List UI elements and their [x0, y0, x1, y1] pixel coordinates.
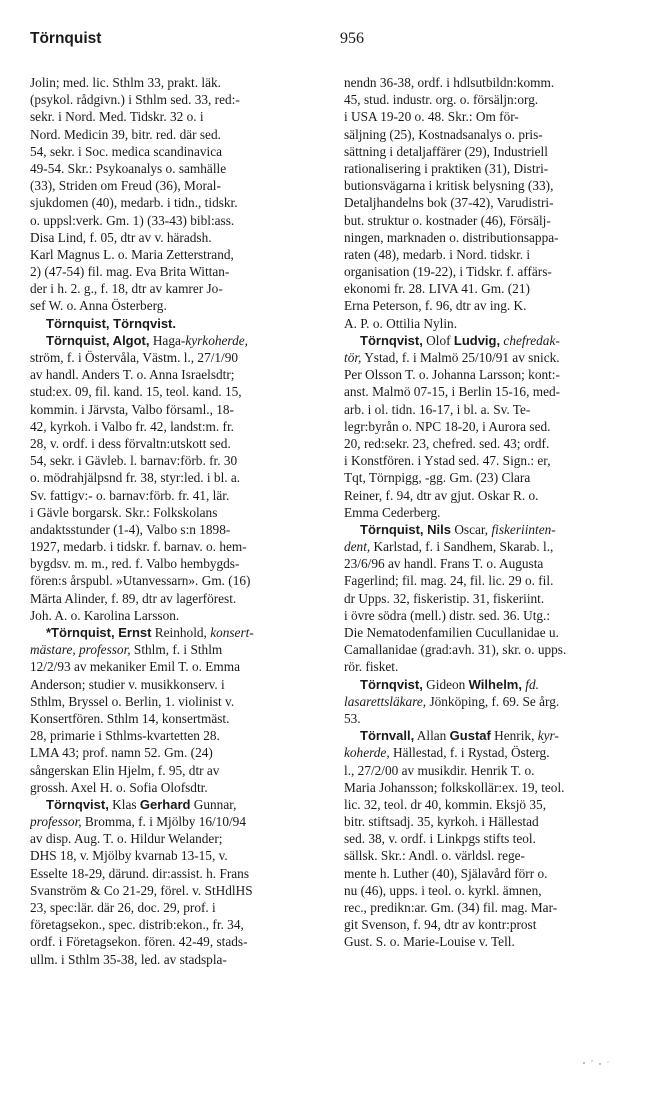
line-text: Karlstad, f. i Sandhem, Skarab. l., — [370, 539, 554, 555]
line-text: stud:ex. 09, fil. kand. 15, teol. kand. 15, — [30, 384, 242, 400]
text-line — [30, 538, 326, 555]
text-line — [344, 882, 640, 899]
text-line — [30, 762, 326, 779]
line-text: raten (48), medarb. i Nord. tidskr. i — [344, 246, 531, 262]
text-line — [30, 74, 326, 91]
text-line — [30, 126, 326, 143]
line-text: Maria Johansson; folkskollär:ex. 19, teol. — [344, 779, 565, 795]
entry-title: dent, — [344, 539, 371, 555]
entry-title: tör, — [344, 350, 362, 365]
text-line — [344, 710, 640, 727]
entry-name: Wilhelm, — [468, 676, 522, 692]
text-line — [344, 280, 640, 297]
left-column — [30, 74, 326, 968]
text-line — [30, 504, 326, 521]
text-line — [344, 160, 640, 177]
text-line — [30, 521, 326, 538]
line-text: av disp. Aug. T. o. Hildur Welander; — [30, 831, 223, 847]
text-line — [344, 590, 640, 607]
line-text: 42, kyrkoh. i Valbo fr. 42, landst:m. fr. — [30, 418, 234, 434]
text-line — [344, 177, 640, 194]
line-text: Karl Magnus L. o. Maria Zetterstrand, — [30, 246, 234, 262]
entry-name: Gerhard — [139, 796, 191, 812]
text-line — [344, 418, 640, 435]
entry-heading-line — [344, 521, 640, 538]
text-line — [30, 280, 326, 297]
line-text: o. mödrahjälpsnd fr. 38, styr:led. i bl. a. — [30, 470, 241, 486]
line-text: Sthlm, Bryssel o. Berlin, 1. violinist v. — [30, 693, 235, 709]
text-line — [30, 933, 326, 950]
line-text: Ystad, f. i Malmö 25/10/91 av snick. — [361, 350, 560, 365]
line-text: säljning (25), Kostnadsanalys o. pris- — [344, 126, 543, 142]
entry-heading-line — [344, 727, 640, 744]
text-line — [344, 246, 640, 263]
text-line — [30, 693, 326, 710]
text-line — [30, 555, 326, 572]
text-line — [30, 710, 326, 727]
text-line — [30, 882, 326, 899]
text-line — [344, 693, 640, 710]
line-text: sällsk. Skr.: Andl. o. världsl. rege- — [344, 848, 525, 864]
text-line — [344, 865, 640, 882]
line-text: Svanström & Co 21-29, förel. v. StHdlHS — [30, 882, 253, 898]
line-text: Camallanidae (grad:avh. 31), skr. o. upps. — [344, 642, 567, 658]
text-line — [344, 762, 640, 779]
line-text: Allan — [414, 728, 450, 744]
text-line — [30, 658, 326, 675]
line-text: nu (46), upps. i teol. o. kyrkl. ämnen, — [344, 882, 542, 898]
text-line — [30, 246, 326, 263]
text-line — [344, 504, 640, 521]
right-column — [344, 74, 640, 951]
line-text: andaktsstunder (1-4), Valbo s:n 1898- — [30, 521, 231, 537]
line-text: rec., predikn:ar. Gm. (34) fil. mag. Mar- — [344, 900, 558, 915]
line-text: 45, stud. industr. org. o. försäljn:org. — [344, 92, 539, 108]
text-line — [30, 194, 326, 211]
line-text: 28, v. ordf. i dess förvaltn:utskott sed. — [30, 435, 231, 451]
text-line — [30, 572, 326, 589]
line-text: i Konstfören. i Ystad sed. 47. Sign.: er, — [344, 453, 551, 469]
line-text: Märta Alinder, f. 89, dtr av lagerförest. — [30, 590, 237, 606]
text-line — [344, 916, 640, 933]
line-text: dr Upps. 32, fiskeristip. 31, fiskeriint. — [344, 590, 545, 606]
line-text: grossh. Axel H. o. Sofia Olofsdtr. — [30, 779, 208, 795]
line-text: nendn 36-38, ordf. i hdlsutbildn:komm. — [344, 75, 555, 90]
entry-heading-line — [344, 332, 640, 349]
text-line — [30, 487, 326, 504]
text-line — [344, 315, 640, 332]
line-text: i Gävle borgarsk. Skr.: Folkskolans — [30, 504, 218, 520]
line-text: i USA 19-20 o. 48. Skr.: Om för- — [344, 109, 519, 125]
line-text: Jönköping, f. 69. Se årg. — [426, 693, 560, 709]
entry-name: Törnquist, Nils — [360, 521, 451, 537]
line-text: av handl. Anders T. o. Anna Israelsdtr; — [30, 367, 235, 383]
line-text: Hällestad, f. i Rystad, Österg. — [389, 745, 550, 761]
entry-heading-line — [30, 624, 326, 641]
text-line — [344, 349, 640, 366]
text-line — [30, 383, 326, 400]
line-text: 20, red:sekr. 23, chefred. sed. 43; ordf. — [344, 435, 550, 451]
text-line — [30, 91, 326, 108]
text-line — [344, 366, 640, 383]
line-text: Erna Peterson, f. 96, dtr av ing. K. — [344, 298, 527, 314]
text-line — [344, 899, 640, 916]
line-text: Die Nematodenfamilien Cucullanidae u. — [344, 625, 559, 640]
line-text: Bromma, f. i Mjölby 16/10/94 — [81, 814, 246, 830]
line-text: Reiner, f. 94, dtr av gjut. Oskar R. o. — [344, 487, 539, 503]
entry-name: Törnqvist, — [46, 796, 109, 812]
line-text: företagsekon., spec. distrib:ekon., fr. 34, — [30, 917, 244, 933]
text-line — [344, 212, 640, 229]
line-text: l., 27/2/00 av musikdir. Henrik T. o. — [344, 762, 535, 778]
line-text: but. struktur o. kostnader (46), Försälj- — [344, 212, 551, 228]
line-text: Anderson; studier v. musikkonserv. i — [30, 676, 225, 692]
line-text: 23/6/96 av handl. Frans T. o. Augusta — [344, 556, 544, 572]
line-text: sekr. i Nord. Med. Tidskr. 32 o. i — [30, 109, 204, 125]
line-text: Nord. Medicin 39, bitr. red. där sed. — [30, 126, 221, 142]
line-text: 1927, medarb. i tidskr. f. barnav. o. hem- — [30, 539, 247, 555]
line-text: Gideon — [422, 676, 469, 692]
text-line — [30, 779, 326, 796]
text-line — [344, 933, 640, 950]
line-text: A. P. o. Ottilia Nylin. — [344, 315, 458, 331]
line-text: 49-54. Skr.: Psykoanalys o. samhälle — [30, 160, 227, 176]
entry-title: fiskeriinten- — [491, 521, 556, 537]
entry-title: kyr- — [537, 728, 559, 744]
line-text: Detaljhandelns bok (37-42), Varudistri- — [344, 195, 554, 211]
line-text: arb. i ol. tidn. 16-17, i bl. a. Sv. Te- — [344, 401, 531, 417]
entry-name: Ludvig, — [453, 332, 501, 348]
text-line — [30, 212, 326, 229]
line-text: Jolin; med. lic. Sthlm 33, prakt. läk. — [30, 75, 221, 90]
entry-name: Törnquist, Algot, — [46, 332, 150, 348]
text-line — [30, 229, 326, 246]
text-line — [30, 418, 326, 435]
text-line — [344, 108, 640, 125]
text-line — [344, 263, 640, 280]
text-line — [344, 452, 640, 469]
text-line — [344, 435, 640, 452]
entry-title: mästare, professor, — [30, 642, 131, 658]
text-line — [30, 865, 326, 882]
text-line — [30, 469, 326, 486]
text-line — [30, 435, 326, 452]
text-line — [30, 951, 326, 968]
line-text: ekonomi fr. 28. LIVA 41. Gm. (21) — [344, 281, 530, 297]
line-text: o. uppsl:verk. Gm. 1) (33-43) bibl:ass. — [30, 212, 235, 228]
running-head: Törnquist — [30, 30, 102, 47]
entry-title: kyrkoherde, — [185, 332, 248, 348]
line-text: sjukdomen (40), medarb. i tidn., tidskr. — [30, 195, 238, 211]
text-line — [344, 744, 640, 761]
text-line — [344, 538, 640, 555]
line-text: 2) (47-54) fil. mag. Eva Brita Wittan- — [30, 264, 230, 280]
text-line — [344, 143, 640, 160]
line-text: 12/2/93 av mekaniker Emil T. o. Emma — [30, 659, 240, 675]
line-text: anst. Malmö 07-15, i Berlin 15-16, med- — [344, 384, 561, 400]
line-text: Joh. A. o. Karolina Larsson. — [30, 607, 180, 623]
entry-title: lasarettsläkare, — [344, 693, 427, 709]
line-text: sed. 38, v. ordf. i Linkpgs stifts teol. — [344, 831, 536, 847]
entry-name: Törnvall, — [360, 728, 415, 744]
text-line — [344, 194, 640, 211]
line-text: 28, primarie i Sthlms-kvartetten 28. — [30, 728, 220, 744]
text-line — [344, 830, 640, 847]
line-text: Olof — [422, 332, 454, 348]
line-text: rör. fisket. — [344, 659, 399, 675]
text-line — [344, 847, 640, 864]
line-text: butionsvägarna i kritisk belysning (33), — [344, 178, 554, 194]
line-text: (psykol. rådgivn.) i Sthlm sed. 33, red:- — [30, 92, 240, 108]
line-text: bygdsv. m. m., red. f. Valbo hembygds- — [30, 556, 240, 572]
entry-title: fd. — [521, 676, 539, 692]
text-line — [30, 830, 326, 847]
text-line — [344, 297, 640, 314]
text-line — [344, 813, 640, 830]
entry-heading-line — [30, 796, 326, 813]
text-line — [30, 297, 326, 314]
text-line — [30, 676, 326, 693]
line-text: sef W. o. Anna Österberg. — [30, 298, 167, 314]
text-line — [30, 641, 326, 658]
line-text: ordf. i Företagsekon. fören. 42-49, stads- — [30, 934, 248, 950]
text-line — [344, 624, 640, 641]
line-text: rationalisering i praktiken (31), Distri- — [344, 160, 549, 176]
entry-heading-line — [30, 315, 326, 332]
entry-title: professor, — [30, 814, 82, 830]
line-text: der i h. 2. g., f. 18, dtr av kamrer Jo- — [30, 281, 223, 297]
line-text: ullm. i Sthlm 35-38, led. av stadspla- — [30, 951, 227, 967]
entry-heading-line — [30, 332, 326, 349]
line-text: ström, f. i Östervåla, Västm. l., 27/1/90 — [30, 350, 239, 365]
text-line — [30, 108, 326, 125]
line-text: Klas — [108, 796, 140, 812]
line-text: 54, sekr. i Soc. medica scandinavica — [30, 143, 223, 159]
line-text: fören:s årspubl. »Utanvessarn». Gm. (16) — [30, 573, 251, 589]
entry-name: Törnquist, Törnqvist. — [46, 315, 176, 331]
line-text: kommin. i Järvsta, Valbo församl., 18- — [30, 401, 234, 417]
line-text: mente h. Luther (40), Själavård förr o. — [344, 865, 548, 881]
line-text: Henrik, — [490, 728, 538, 744]
text-line — [344, 469, 640, 486]
text-line — [344, 74, 640, 91]
text-line — [344, 658, 640, 675]
entry-title: koherde, — [344, 745, 390, 761]
line-text: Fagerlind; fil. mag. 24, fil. lic. 29 o. fil. — [344, 573, 554, 589]
line-text: organisation (19-22), i Tidskr. f. affärs- — [344, 264, 552, 280]
text-line — [30, 916, 326, 933]
line-text: sångerskan Elin Hjelm, f. 95, dtr av — [30, 762, 220, 778]
line-text: (33), Striden om Freud (36), Moral- — [30, 178, 221, 194]
line-text: sättning i detaljaffärer (29), Industriell — [344, 143, 548, 159]
text-line — [30, 177, 326, 194]
text-line — [30, 813, 326, 830]
line-text: bitr. stiftsadj. 35, kyrkoh. i Hällestad — [344, 814, 539, 830]
line-text: Emma Cederberg. — [344, 504, 441, 520]
text-line — [30, 349, 326, 366]
line-text: Esselte 18-29, därund. dir:assist. h. Frans — [30, 865, 250, 881]
line-text: Disa Lind, f. 05, dtr av v. häradsh. — [30, 229, 212, 245]
line-text: Haga- — [149, 332, 186, 348]
line-text: Sthlm, f. i Sthlm — [130, 642, 223, 658]
line-text: Gunnar, — [190, 796, 237, 812]
entry-heading-line — [344, 676, 640, 693]
text-line — [30, 366, 326, 383]
text-line — [344, 796, 640, 813]
line-text: Konsertfören. Sthlm 14, konsertmäst. — [30, 710, 230, 726]
entry-name: *Törnquist, Ernst — [46, 625, 152, 640]
line-text: Oscar, — [451, 521, 492, 537]
page-number: 956 — [340, 30, 364, 47]
text-line — [344, 555, 640, 572]
entry-title: chefredak- — [500, 332, 560, 348]
line-text: Gust. S. o. Marie-Louise v. Tell. — [344, 934, 515, 950]
line-text: legr:byrån o. NPC 18-20, i Aurora sed. — [344, 418, 551, 434]
text-line — [30, 143, 326, 160]
line-text: i övre södra (mell.) distr. sed. 36. Utg.: — [344, 607, 551, 623]
text-line — [344, 126, 640, 143]
entry-name: Törnqvist, — [360, 332, 423, 348]
print-smudge — [580, 1058, 620, 1068]
line-text: lic. 32, teol. dr 40, kommin. Eksjö 35, — [344, 796, 547, 812]
line-text: DHS 18, v. Mjölby kvarnab 13-15, v. — [30, 848, 228, 864]
line-text: Reinhold, — [151, 625, 211, 640]
text-line — [30, 263, 326, 280]
text-line — [344, 487, 640, 504]
page-header — [30, 30, 642, 60]
line-text: Sv. fattigv:- o. barnav:förb. fr. 41, lär. — [30, 487, 230, 503]
line-text: Tqt, Törnpigg, -gg. Gm. (23) Clara — [344, 470, 531, 486]
text-line — [30, 607, 326, 624]
line-text: 54, sekr. i Gävleb. l. barnav:förb. fr. 30 — [30, 453, 238, 469]
text-line — [30, 727, 326, 744]
text-line — [344, 779, 640, 796]
line-text: 53. — [344, 710, 361, 726]
text-line — [344, 383, 640, 400]
text-line — [344, 572, 640, 589]
text-line — [344, 641, 640, 658]
line-text: git Svenson, f. 94, dtr av kontr:prost — [344, 917, 537, 933]
text-line — [30, 401, 326, 418]
text-line — [344, 401, 640, 418]
line-text: LMA 43; prof. namn 52. Gm. (24) — [30, 745, 213, 761]
line-text: 23, spec:lär. där 26, doc. 29, prof. i — [30, 900, 216, 915]
entry-name: Törnqvist, — [360, 676, 423, 692]
text-line — [344, 607, 640, 624]
text-line — [30, 744, 326, 761]
text-line — [30, 590, 326, 607]
text-line — [30, 452, 326, 469]
text-line — [344, 91, 640, 108]
text-line — [30, 899, 326, 916]
text-line — [344, 229, 640, 246]
entry-name: Gustaf — [449, 728, 491, 744]
line-text: ningen, marknaden o. distributionsappa- — [344, 229, 559, 245]
line-text: Per Olsson T. o. Johanna Larsson; kont:- — [344, 367, 560, 383]
entry-title: konsert- — [210, 625, 254, 640]
text-line — [30, 847, 326, 864]
text-line — [30, 160, 326, 177]
